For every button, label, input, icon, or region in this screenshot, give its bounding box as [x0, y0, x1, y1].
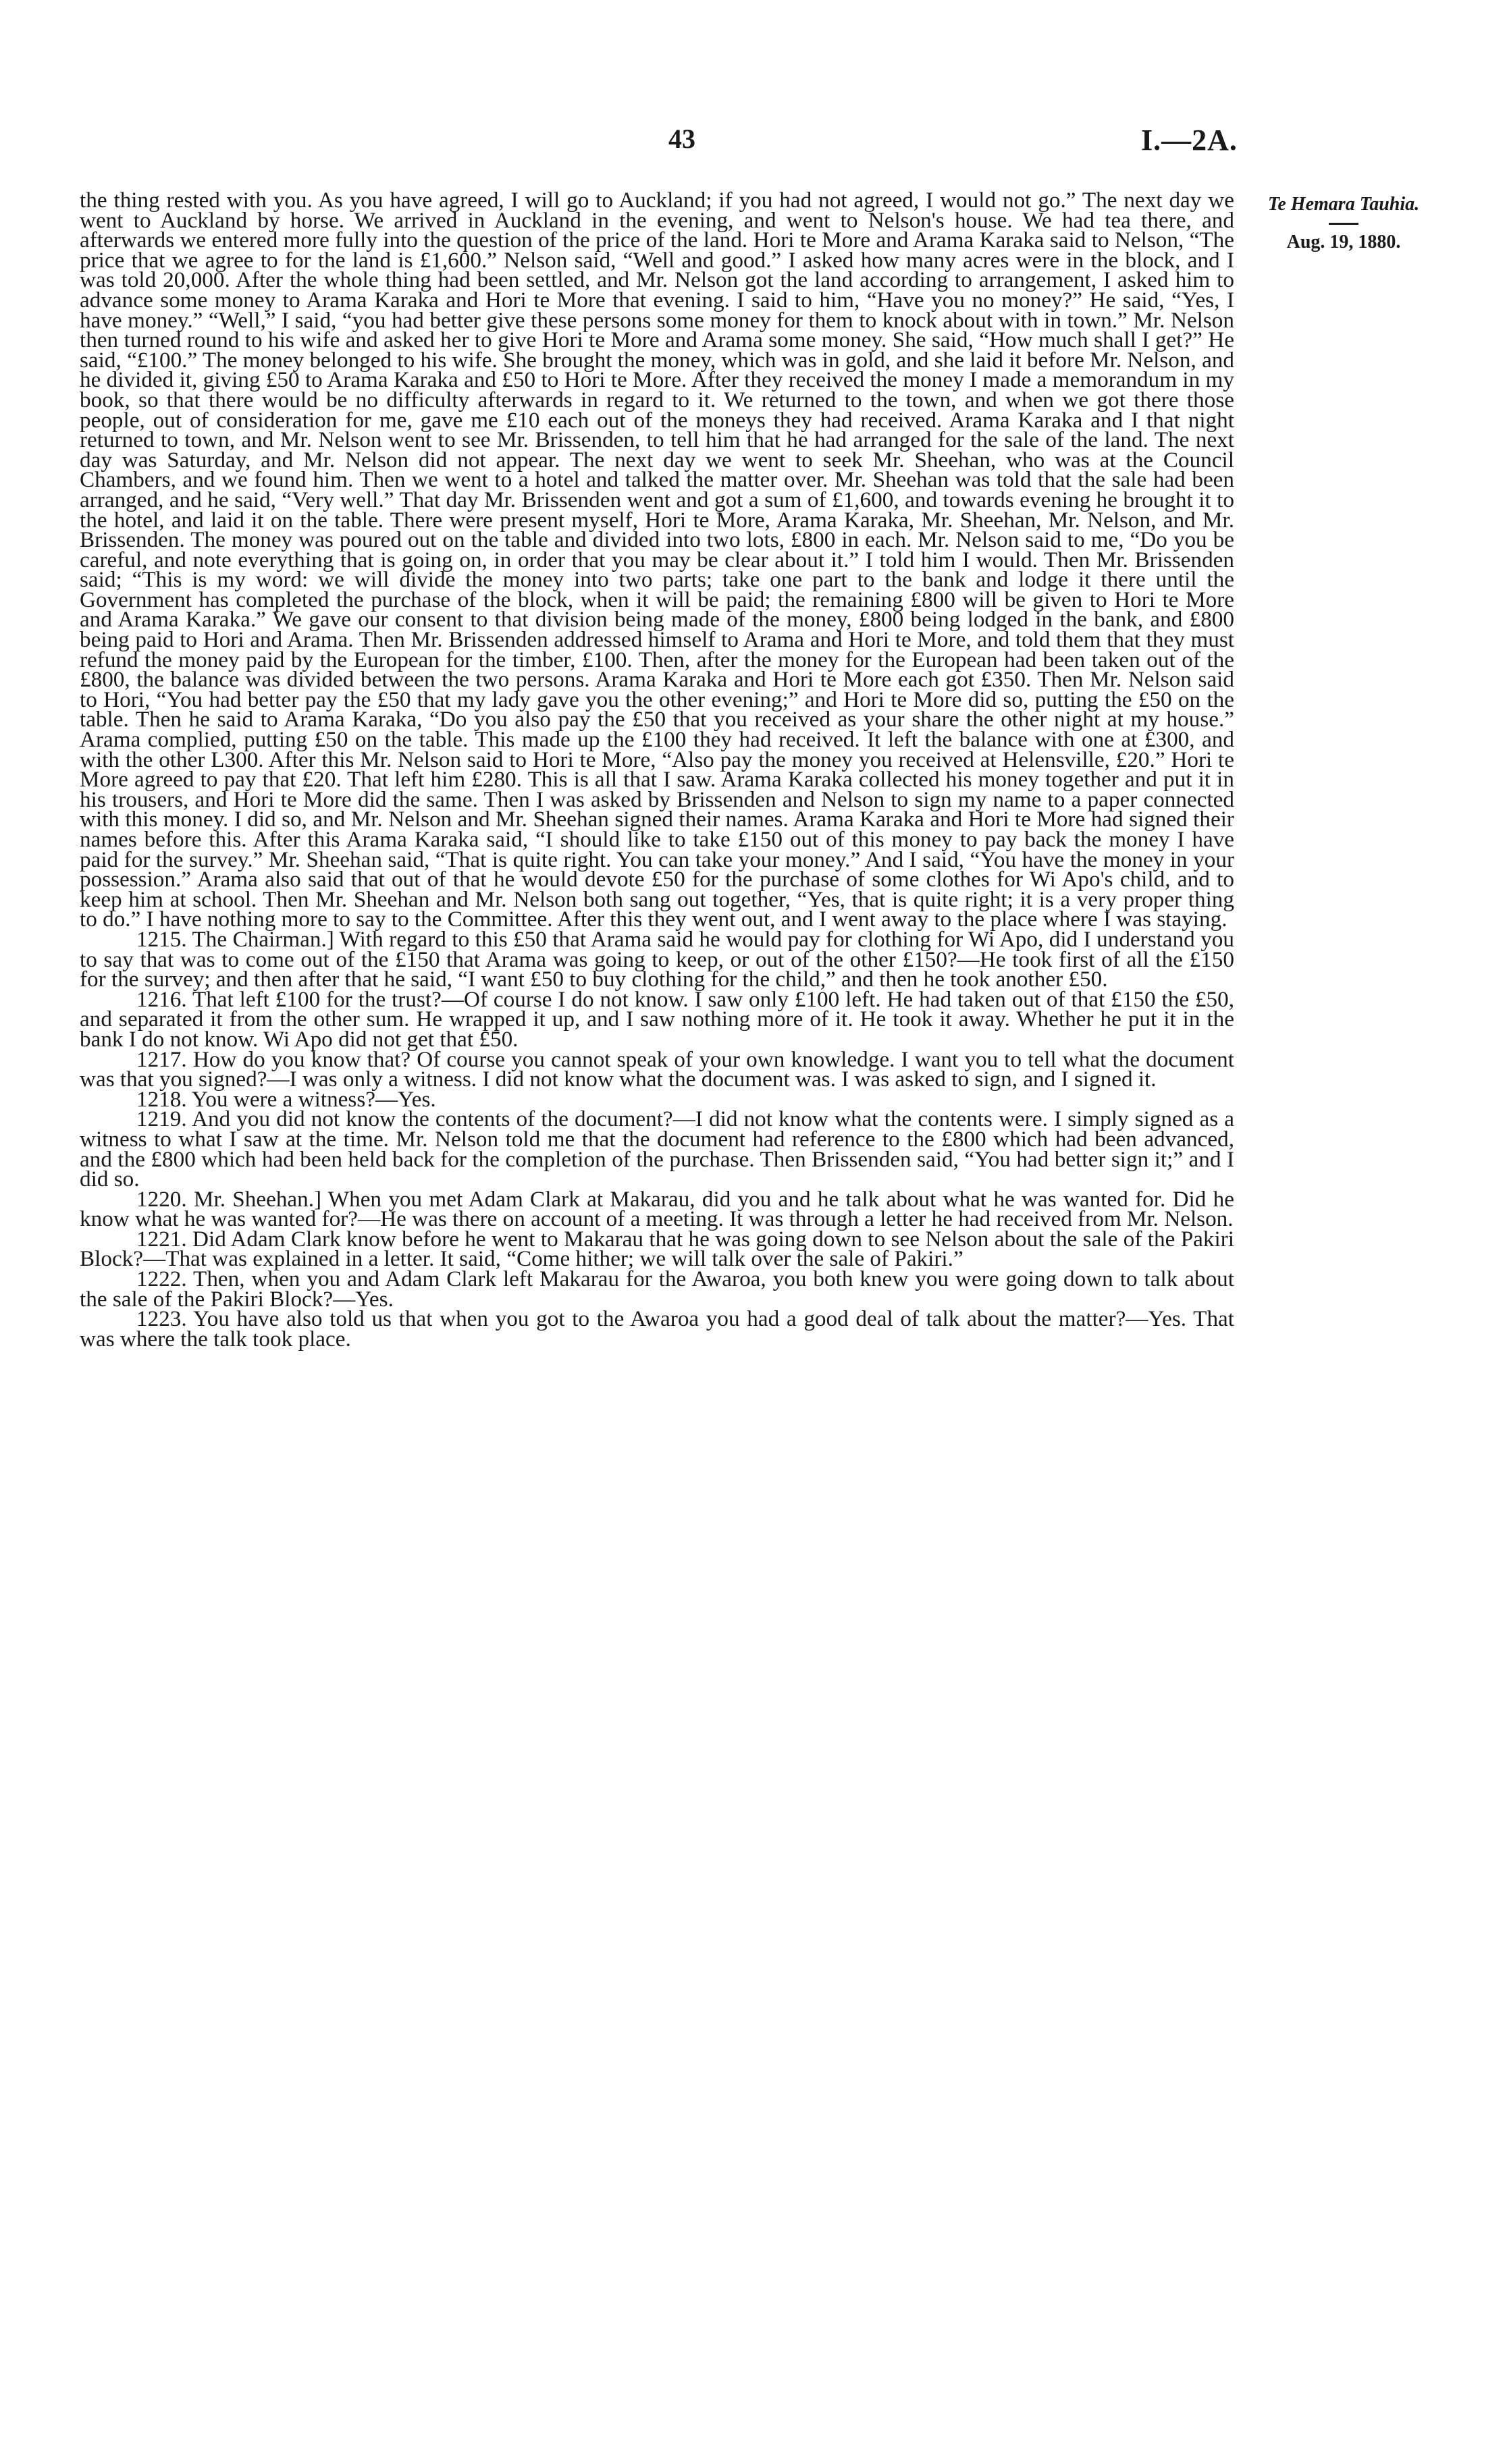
question-1217: 1217. How do you know that? Of course you cannot speak of your own knowledge. I want you to tell what the document was that you signed?—I was only a witness. I did not know what the document was. I was asked to sign, and I signed it.	[80, 1046, 1234, 1092]
question-1221: 1221. Did Adam Clark know before he went to Makarau that he was going down to see Nelson about the sale of the Pakiri Block?—That was explained in a letter. It said, “Come hither; we will talk over the sale of Pakiri.”	[80, 1226, 1234, 1272]
question-1223: 1223. You have also told us that when you got to the Awaroa you had a good deal of talk about the matter?—Yes. That was where the talk took place.	[80, 1306, 1234, 1351]
margin-speaker: Te Hemara Tauhia.	[1267, 194, 1420, 215]
paragraph-testimony: the thing rested with you. As you have agreed, I will go to Auckland; if you had not agreed, I would not go.” The next day we went to Auckland by horse. We arrived in Auckland in the evening, and went to Nelson's house. We had tea there, and afterwards we entered more fully into the question of the price of the land. Hori te More and Arama Karaka said to Nelson, “The price that we agree to for the land is £1,600.” Nelson said, “Well and good.” I asked how many acres were in the block, and I was told 20,000. After the whole thing had been settled, and Mr. Nelson got the land according to arrangement, I asked him to advance some money to Arama Karaka and Hori te More that evening. I said to him, “Have you no money?” He said, “Yes, I have money.” “Well,” I said, “you had better give these persons some money for them to knock about with in town.” Mr. Nelson then turned round to his wife and asked her to give Hori te More and Arama some money. She said, “How much shall I get?” He said, “£100.” The money belonged to his wife. She brought the money, which was in gold, and she laid it before Mr. Nelson, and he divided it, giving £50 to Arama Karaka and £50 to Hori te More. After they received the money I made a memorandum in my book, so that there would be no difficulty afterwards in regard to it. We returned to the town, and when we got there those people, out of consideration for me, gave me £10 each out of the moneys they had received. Arama Karaka and I that night returned to town, and Mr. Nelson went to see Mr. Brissenden, to tell him that he had arranged for the sale of the land. The next day was Saturday, and Mr. Nelson did not appear. The next day we went to seek Mr. Sheehan, who was at the Council Chambers, and we found him. Then we went to a hotel and talked the matter over. Mr. Sheehan was told that the sale had been arranged, and he said, “Very well.” That day Mr. Brissenden went and got a sum of £1,600, and towards evening he brought it to the hotel, and laid it on the table. There were present myself, Hori te More, Arama Karaka, Mr. Sheehan, Mr. Nelson, and Mr. Brissenden. The money was poured out on the table and divided into two lots, £800 in each. Mr. Nelson said to me, “Do you be careful, and note everything that is going on, in order that you may be clear about it.” I told him I would. Then Mr. Brissenden said; “This is my word: we will divide the money into two parts; take one part to the bank and lodge it there until the Government has completed the purchase of the block, when it will be paid; the remaining £800 will be given to Hori te More and Arama Karaka.” We gave our consent to that division being made of the money, £800 being lodged in the bank, and £800 being paid to Hori and Arama. Then Mr. Brissenden addressed himself to Arama and Hori te More, and told them that they must refund the money paid by the European for the timber, £100. Then, after the money for the European had been taken out of the £800, the balance was divided between the two persons. Arama Karaka and Hori te More each got £350. Then Mr. Nelson said to Hori, “You had better pay the £50 that my lady gave you the other evening;” and Hori te More did so, putting the £50 on the table. Then he said to Arama Karaka, “Do you also pay the £50 that you received as your share the other night at my house.” Arama complied, putting £50 on the table. This made up the £100 they had received. It left the balance with one at £300, and with the other L300. After this Mr. Nelson said to Hori te More, “Also pay the money you received at Helensville, £20.” Hori te More agreed to pay that £20. That left him £280. This is all that I saw. Arama Karaka collected his money together and put it in his trousers, and Hori te More did the same. Then I was asked by Brissenden and Nelson to sign my name to a paper connected with this money. I did so, and Mr. Nelson and Mr. Sheehan signed their names. Arama Karaka and Hori te More had signed their names before this. After this Arama Karaka said, “I should like to take £150 out of this money to pay back the money I have paid for the survey.” Mr. Sheehan said, “That is quite right. You can take your money.” And I said, “You have the money in your possession.” Arama also said that out of that he would devote £50 for the purchase of some clothes for Wi Apo's child, and to keep him at school. Then Mr. Sheehan and Mr. Nelson both sang out together, “Yes, that is quite right; it is a very proper thing to do.” I have nothing more to say to the Committee. After this they went out, and I went away to the place where I was staying.	[80, 188, 1234, 932]
margin-rule	[1329, 223, 1358, 225]
page-number: 43	[668, 124, 695, 154]
page-reference: I.—2A.	[1141, 124, 1238, 157]
question-1220: 1220. Mr. Sheehan.] When you met Adam Clark at Makarau, did you and he talk about what he was wanted for. Did he know what he was wanted for?—He was there on account of a meeting. It was through a letter he had received from Mr. Nelson.	[80, 1186, 1234, 1232]
margin-date: Aug. 19, 1880.	[1286, 232, 1401, 252]
question-1216: 1216. That left £100 for the trust?—Of course I do not know. I saw only £100 left. He had taken out of that £150 the £50, and separated it from the other sum. He wrapped it up, and I saw nothing more of it. He took it away. Whether he put it in the bank I do not know. Wi Apo did not get that £50.	[80, 986, 1234, 1052]
question-1215: 1215. The Chairman.] With regard to this £50 that Arama said he would pay for clothing for Wi Apo, did I understand you to say that was to come out of the £150 that Arama was going to keep, or out of the other £150?—He took first of all the £150 for the survey; and then after that he said, “I want £50 to buy clothing for the child,” and then he took another £50.	[80, 926, 1234, 992]
question-1218: 1218. You were a witness?—Yes.	[136, 1086, 436, 1112]
body-text	[80, 190, 1234, 1349]
question-1222: 1222. Then, when you and Adam Clark left Makarau for the Awaroa, you both knew you were going down to talk about the sale of the Pakiri Block?—Yes.	[80, 1266, 1234, 1312]
question-1219: 1219. And you did not know the contents of the document?—I did not know what the contents were. I simply signed as a witness to what I saw at the time. Mr. Nelson told me that the document had reference to the £800 which had been advanced, and the £800 which had been held back for the completion of the purchase. Then Brissenden said, “You had better sign it;” and I did so.	[80, 1106, 1234, 1192]
margin-note	[1263, 194, 1425, 253]
